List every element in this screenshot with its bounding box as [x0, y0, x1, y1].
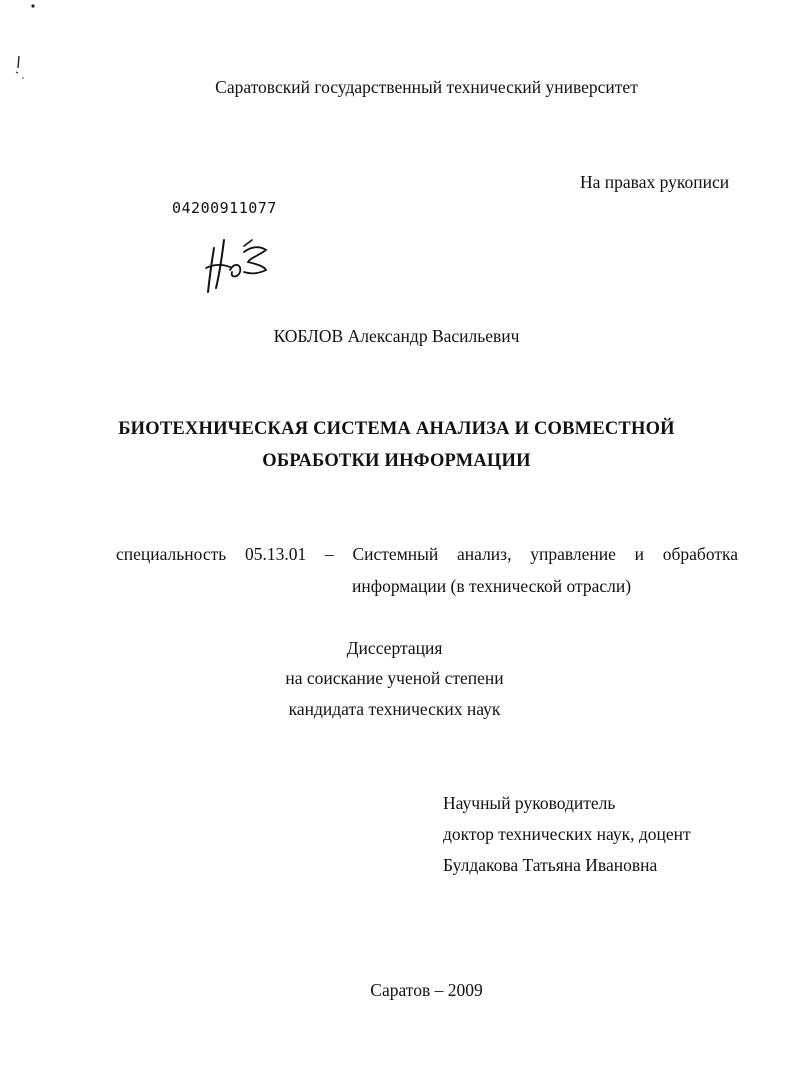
university-name: Саратовский государственный технический университет: [215, 77, 638, 97]
specialty-word: обработка: [662, 544, 739, 564]
signature-mark: [200, 234, 276, 298]
dissertation-title-line-1: БИОТЕХНИЧЕСКАЯ СИСТЕМА АНАЛИЗА И СОВМЕСТНОЙ: [118, 419, 675, 439]
specialty-dash: –: [324, 544, 334, 564]
dissertation-title-line-2: ОБРАБОТКИ ИНФОРМАЦИИ: [262, 451, 531, 471]
city-year: Саратов – 2009: [370, 980, 483, 1000]
specialty-label: специальность: [116, 544, 227, 564]
supervisor-degree: доктор технических наук, доцент: [443, 824, 691, 844]
specialty-word: Системный: [352, 544, 439, 564]
degree-purpose: на соискание ученой степени: [285, 668, 504, 688]
specialty-word: и: [634, 544, 645, 564]
scan-artifact-mark: [14, 54, 24, 84]
specialty-word: управление: [530, 544, 616, 564]
supervisor-name: Булдакова Татьяна Ивановна: [443, 855, 658, 875]
specialty-continuation: информации (в технической отрасли): [352, 576, 632, 596]
scan-artifact-mark: [30, 2, 38, 12]
specialty-line: [116, 544, 738, 564]
inventory-number: 04200911077: [172, 199, 277, 217]
specialty-code: 05.13.01: [244, 544, 307, 564]
rights-note: На правах рукописи: [580, 172, 730, 192]
specialty-word: анализ,: [457, 544, 512, 564]
degree-name: кандидата технических наук: [288, 699, 501, 719]
author-name: КОБЛОВ Александр Васильевич: [273, 326, 520, 346]
supervisor-role: Научный руководитель: [443, 793, 616, 813]
dissertation-label: Диссертация: [346, 638, 443, 658]
